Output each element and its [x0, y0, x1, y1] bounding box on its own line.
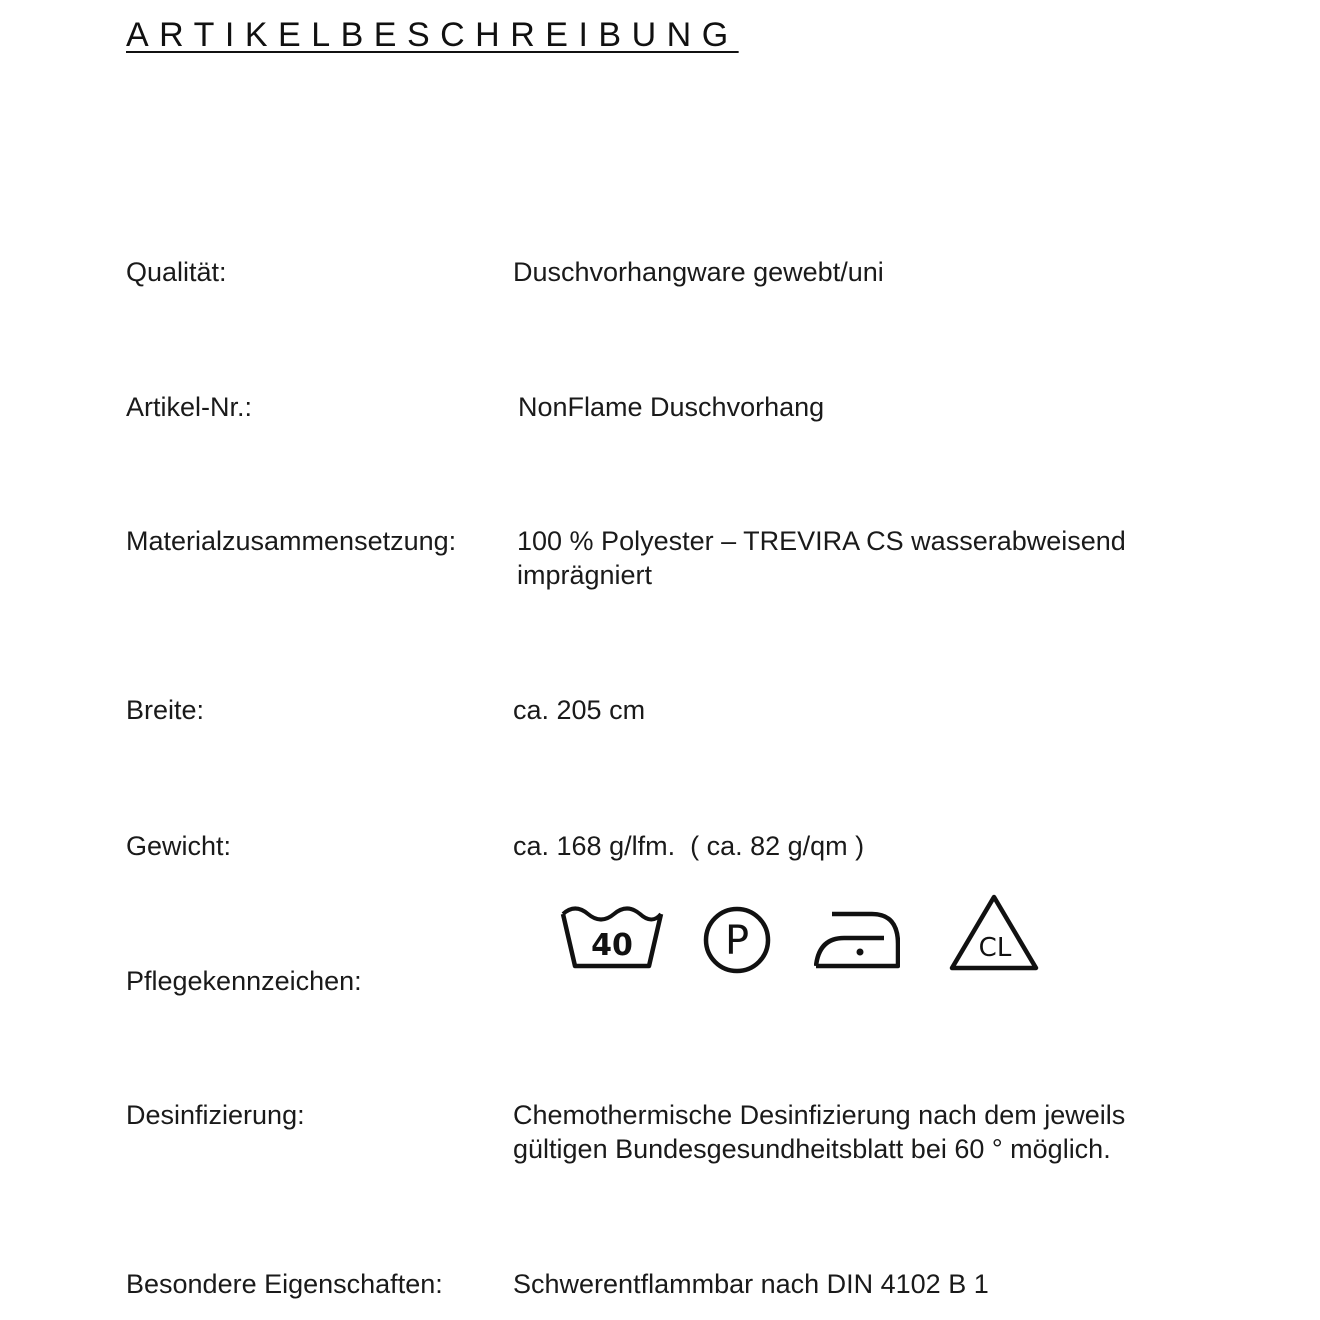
label-material: Materialzusammensetzung: — [126, 526, 457, 556]
value-desinfizierung-line1: Chemothermische Desinfizierung nach dem jeweils — [513, 1100, 1126, 1130]
value-breite: ca. 205 cm — [513, 695, 646, 725]
chlorine-bleach-cl-icon — [948, 892, 1040, 976]
value-eigenschaften: Schwerentflammbar nach DIN 4102 B 1 — [513, 1269, 989, 1299]
label-gewicht: Gewicht: — [126, 831, 232, 861]
label-desinfizierung: Desinfizierung: — [126, 1100, 305, 1130]
label-qualitaet: Qualität: — [126, 257, 227, 287]
dry-clean-p-icon — [700, 892, 774, 976]
label-eigenschaften: Besondere Eigenschaften: — [126, 1269, 443, 1299]
value-gewicht: ca. 168 g/lfm. ( ca. 82 g/qm ) — [513, 831, 865, 861]
care-symbols — [560, 892, 1050, 976]
wash-40-icon — [560, 892, 664, 976]
value-qualitaet: Duschvorhangware gewebt/uni — [513, 257, 884, 287]
label-pflege: Pflegekennzeichen: — [126, 966, 362, 996]
document-title: ARTIKELBESCHREIBUNG — [126, 16, 739, 54]
label-breite: Breite: — [126, 695, 205, 725]
value-material-line1: 100 % Polyester – TREVIRA CS wasserabweisend — [517, 526, 1126, 556]
dry-clean-p-text: P — [724, 918, 750, 964]
label-artikel-nr: Artikel-Nr.: — [126, 392, 253, 422]
iron-one-dot-icon — [814, 892, 900, 976]
value-material-line2: imprägniert — [517, 560, 653, 590]
value-artikel-nr: NonFlame Duschvorhang — [518, 392, 825, 422]
value-desinfizierung-line2: gültigen Bundesgesundheitsblatt bei 60 ° möglich. — [513, 1134, 1111, 1164]
chlorine-bleach-text: CL — [978, 933, 1012, 963]
wash-40-text: 40 — [591, 928, 633, 963]
